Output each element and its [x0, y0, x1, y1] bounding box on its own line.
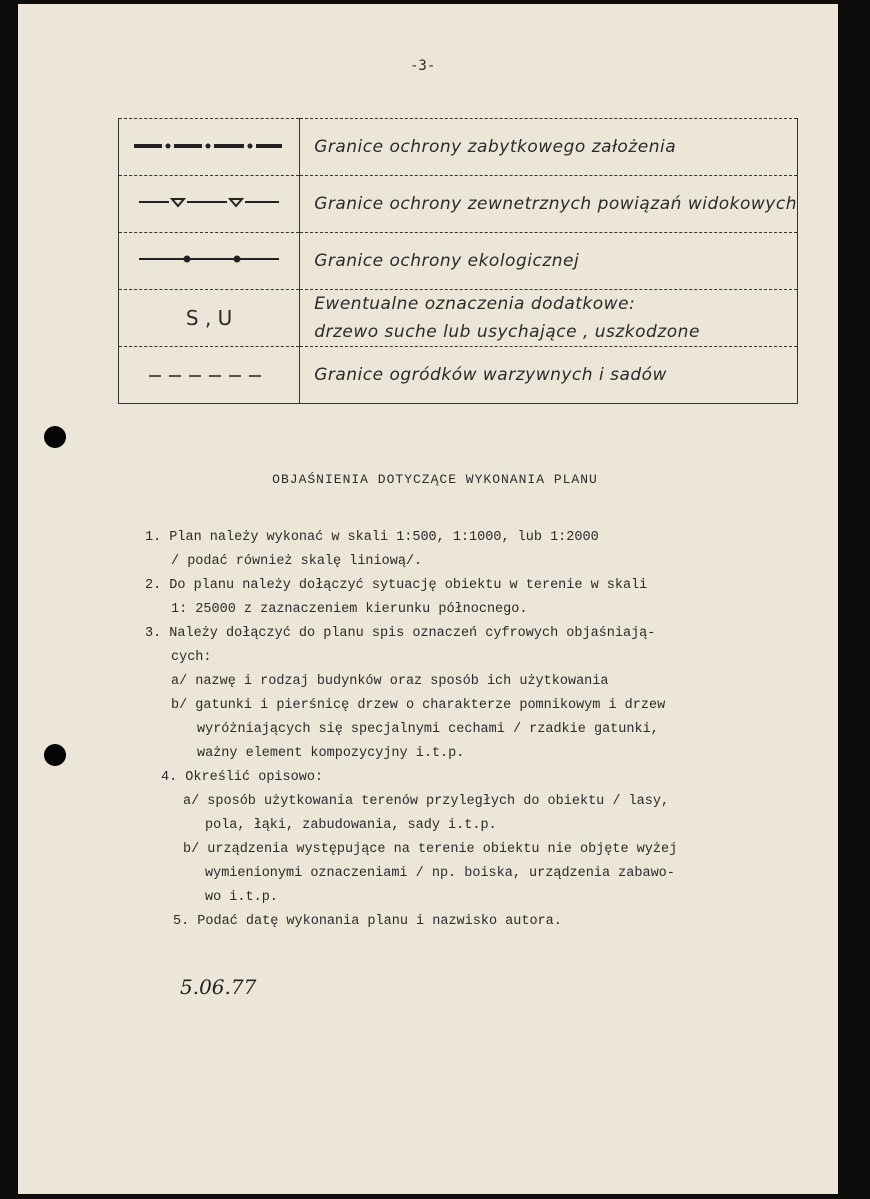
list-item: wyróżniających się specjalnymi cechami / rzadkie gatunki, — [197, 722, 659, 737]
legend-row — [119, 233, 798, 290]
legend-description — [300, 290, 798, 347]
punch-hole — [44, 426, 66, 448]
list-item: 4. Określić opisowo: — [161, 770, 324, 785]
legend-description: Granice ogródków warzywnych i sadów — [300, 347, 798, 404]
legend-subtext: drzewo suche lub usychające , uszkodzone — [314, 322, 700, 342]
legend-row — [119, 176, 798, 233]
legend-symbol-text: S , U — [185, 306, 233, 330]
legend-symbol — [119, 119, 300, 176]
instructions-list — [145, 526, 677, 934]
legend-row — [119, 290, 798, 347]
list-item: 3. Należy dołączyć do planu spis oznaczeń cyfrowych objaśniają- — [145, 626, 656, 641]
dashed-line-icon — [149, 373, 269, 379]
legend-description: Granice ochrony ekologicznej — [300, 233, 798, 290]
legend-symbol — [119, 290, 300, 347]
legend-row — [119, 347, 798, 404]
line-triangle-icon — [139, 196, 279, 208]
list-item: pola, łąki, zabudowania, sady i.t.p. — [205, 818, 497, 833]
line-dot-icon — [139, 253, 279, 265]
legend-table — [118, 118, 798, 404]
legend-symbol — [119, 176, 300, 233]
list-item: 1. Plan należy wykonać w skali 1:500, 1:1000, lub 1:2000 — [145, 530, 599, 545]
legend-symbol — [119, 233, 300, 290]
list-item: 1: 25000 z zaznaczeniem kierunku północnego. — [171, 602, 528, 617]
list-item: b/ urządzenia występujące na terenie obiektu nie objęte wyżej — [183, 842, 678, 857]
legend-description: Granice ochrony zabytkowego założenia — [300, 119, 798, 176]
legend-description: Granice ochrony zewnetrznych powiązań widokowych — [300, 176, 798, 233]
heavy-dash-dot-line-icon — [134, 141, 284, 151]
list-item: 5. Podać datę wykonania planu i nazwisko autora. — [173, 914, 562, 929]
list-item: a/ sposób użytkowania terenów przyległych do obiektu / lasy, — [183, 794, 670, 809]
list-item: ważny element kompozycyjny i.t.p. — [197, 746, 465, 761]
legend-row — [119, 119, 798, 176]
list-item: b/ gatunki i pierśnicę drzew o charakterze pomnikowym i drzew — [171, 698, 666, 713]
punch-hole — [44, 744, 66, 766]
legend-subheading: Ewentualne oznaczenia dodatkowe: — [314, 294, 636, 314]
list-item: wymienionymi oznaczeniami / np. boiska, urządzenia zabawo- — [205, 866, 675, 881]
list-item: 2. Do planu należy dołączyć sytuację obiektu w terenie w skali — [145, 578, 648, 593]
handwritten-date: 5.06.77 — [180, 975, 257, 999]
page-number: -3- — [410, 58, 436, 74]
list-item: / podać również skalę liniową/. — [171, 554, 423, 569]
list-item: cych: — [171, 650, 212, 665]
section-heading: OBJAŚNIENIA DOTYCZĄCE WYKONANIA PLANU — [272, 472, 598, 487]
legend-symbol — [119, 347, 300, 404]
list-item: a/ nazwę i rodzaj budynków oraz sposób ich użytkowania — [171, 674, 609, 689]
list-item: wo i.t.p. — [205, 890, 278, 905]
